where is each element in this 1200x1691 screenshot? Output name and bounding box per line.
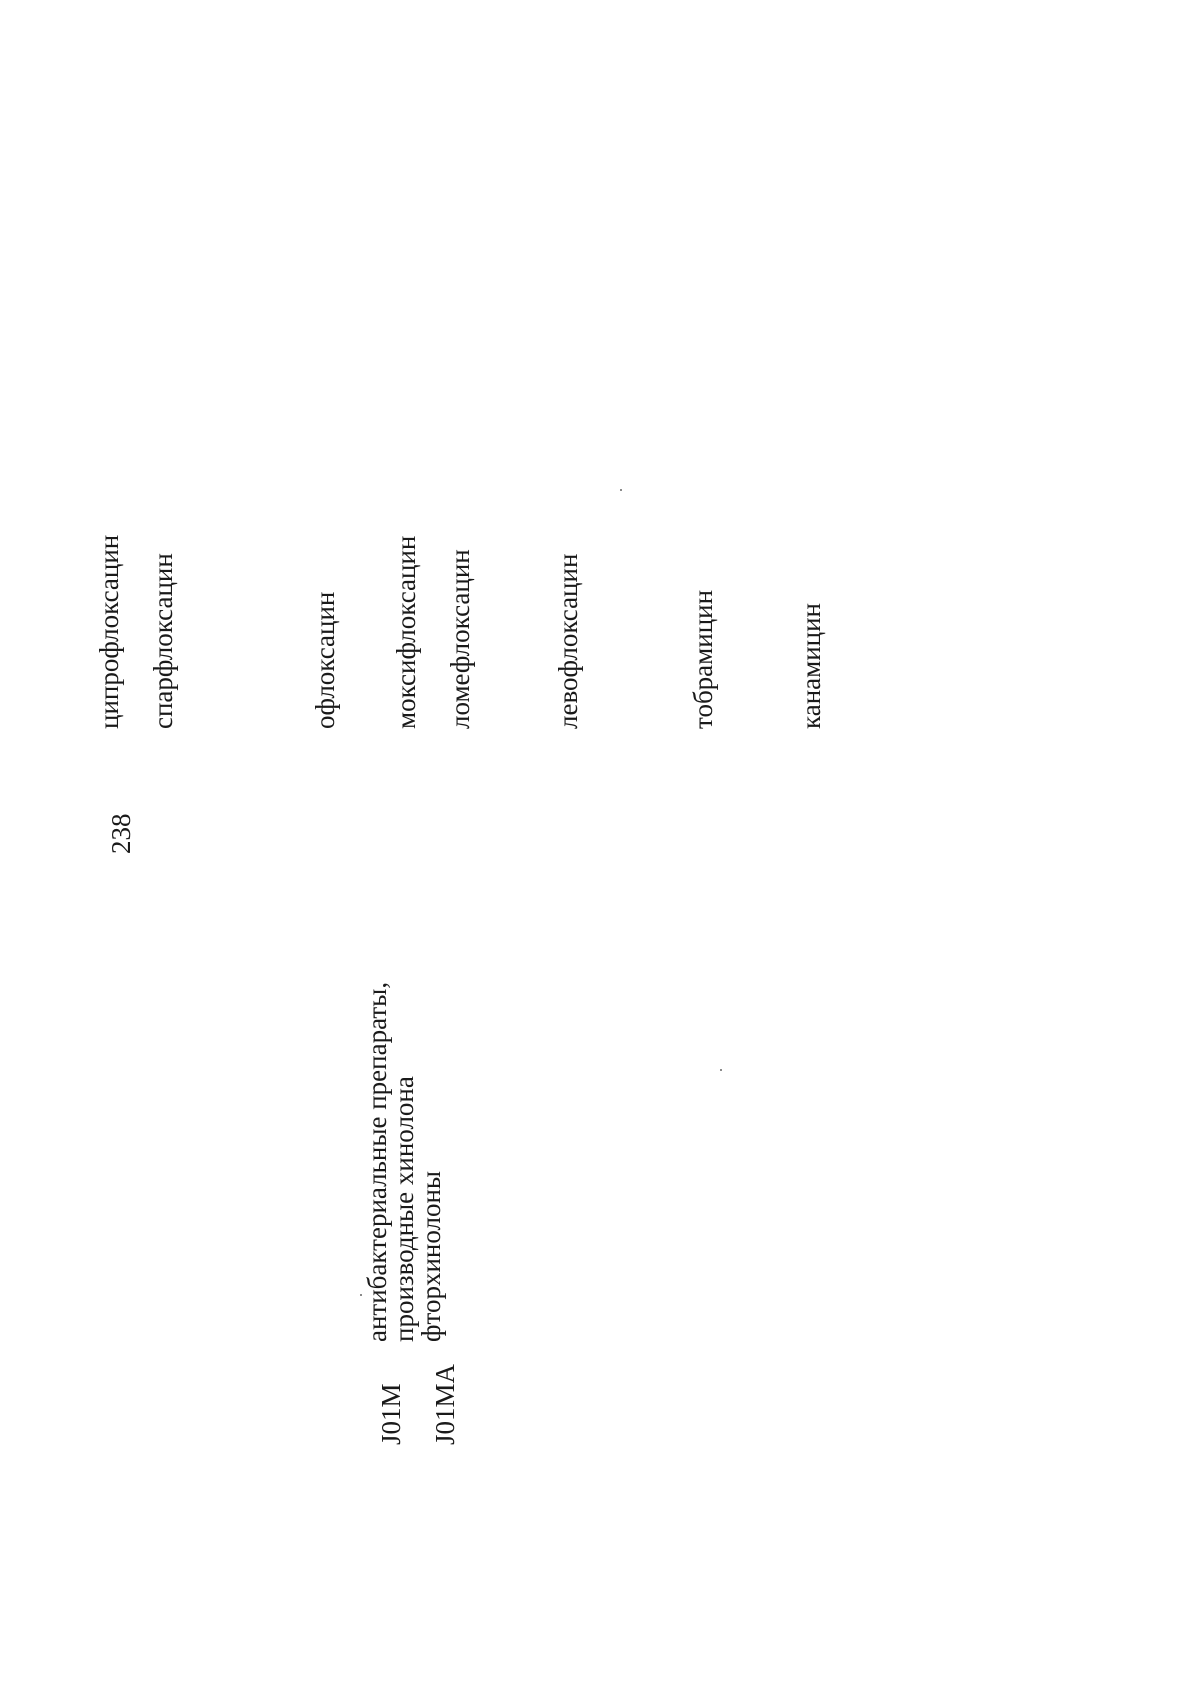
atc-group-column xyxy=(364,902,445,1342)
atc-group-name: фторхинолоны xyxy=(416,1170,446,1342)
drug-name: офлоксацин xyxy=(310,591,340,729)
scan-speck xyxy=(720,1069,722,1071)
atc-group-name: антибактериальные препараты, xyxy=(362,981,392,1342)
drug-name: канамицин xyxy=(796,602,826,729)
atc-code-column xyxy=(364,1325,472,1445)
atc-code: J01MA xyxy=(430,1363,460,1445)
drug-name: ломефлоксацин xyxy=(445,549,475,729)
drug-name: моксифлоксацин xyxy=(391,535,421,729)
drug-name: тобрамицин xyxy=(688,589,718,729)
drug-name: левофлоксацин xyxy=(553,553,583,729)
atc-code: J01M xyxy=(376,1383,406,1445)
page-number: 238 xyxy=(106,813,136,854)
drug-name: спарфлоксацин xyxy=(148,553,178,729)
scan-speck xyxy=(620,489,622,491)
atc-group-name: производные хинолона xyxy=(389,1076,419,1342)
scan-speck xyxy=(360,1294,362,1296)
drug-name: ципрофлоксацин xyxy=(94,534,124,729)
